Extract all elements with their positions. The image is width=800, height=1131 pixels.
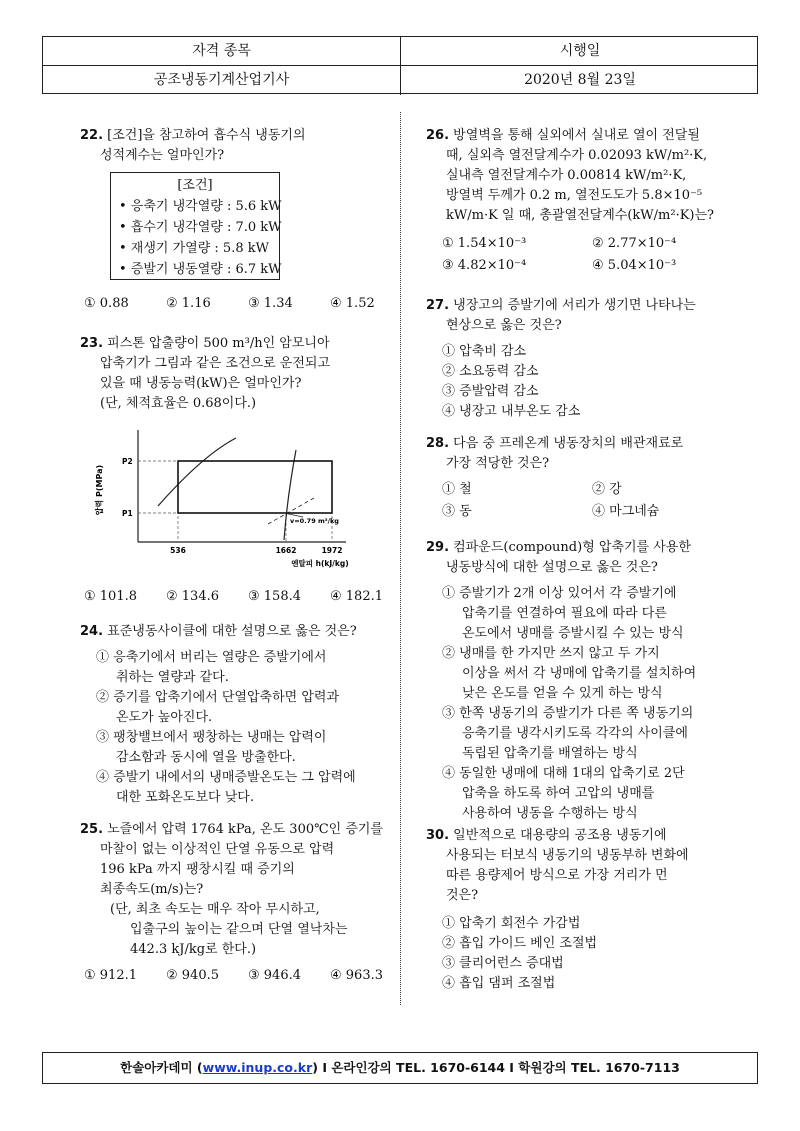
answer-option[interactable]: ① 압축기 회전수 가감법	[442, 916, 581, 931]
answer-choices	[84, 294, 412, 314]
answer-option-cont: 압축을 하도록 하여 고압의 냉매를	[462, 786, 655, 801]
choice[interactable]: ① 1.54×10⁻³	[442, 236, 527, 251]
exam-header-table	[42, 36, 758, 94]
answer-option[interactable]: ③ 증발압력 감소	[442, 384, 539, 399]
answer-option-cont: 온도에서 냉매를 증발시킬 수 있는 방식	[462, 626, 684, 641]
question-text: kW/m·K 일 때, 총괄열전달계수(kW/m²·K)는?	[446, 208, 715, 223]
choice[interactable]: ④ 182.1	[330, 589, 384, 604]
question-text: 따른 용량제어 방식으로 가장 거리가 먼	[446, 868, 668, 883]
question-27	[426, 296, 776, 422]
answer-option[interactable]: ④ 흡입 댐퍼 조절법	[442, 976, 556, 991]
question-note: 442.3 kJ/kg로 한다.)	[130, 942, 257, 957]
condition-item: • 재생기 가열량 : 5.8 kW	[119, 241, 269, 256]
choice[interactable]: ④ 5.04×10⁻³	[592, 258, 677, 273]
answer-option-cont: 압축기를 연결하여 필요에 따라 다른	[462, 606, 667, 621]
answer-option-cont: 독립된 압축기를 배열하는 방식	[462, 746, 638, 761]
footer-academy: 한솔아카데미 (	[120, 1060, 203, 1075]
question-24	[80, 622, 430, 808]
header-row-labels	[43, 37, 757, 66]
answer-choices	[84, 587, 412, 607]
choice[interactable]: ② 2.77×10⁻⁴	[592, 236, 677, 251]
x-tick-label: 1662	[275, 546, 297, 555]
question-text: 실내측 열전달계수가 0.00814 kW/m²·K,	[446, 168, 687, 183]
choice[interactable]: ③ 946.4	[248, 968, 302, 983]
footer-contact: ) I 온라인강의 TEL. 1670-6144 I 학원강의 TEL. 1670-7113	[312, 1060, 680, 1075]
condition-item: • 흡수기 냉각열량 : 7.0 kW	[119, 220, 282, 235]
answer-option[interactable]: ② 소요동력 감소	[442, 364, 539, 379]
question-number: 28.	[426, 436, 450, 451]
condition-item: • 증발기 냉동열량 : 6.7 kW	[119, 262, 282, 277]
question-text: 최종속도(m/s)는?	[100, 882, 204, 897]
answer-option[interactable]: ④ 동일한 냉매에 대해 1대의 압축기로 2단	[442, 766, 685, 781]
question-28	[426, 434, 776, 522]
choice[interactable]: ④ 1.52	[330, 296, 375, 311]
choice[interactable]: ① 101.8	[84, 589, 138, 604]
answer-option[interactable]: ③ 한쪽 냉동기의 증발기가 다른 쪽 냉동기의	[442, 706, 694, 721]
answer-option-cont: 응축기를 냉각시키도록 각각의 사이클에	[462, 726, 688, 741]
answer-option-cont: 취하는 열량과 같다.	[116, 670, 229, 685]
question-number: 22.	[80, 128, 104, 143]
x-tick-label: 1972	[321, 546, 343, 555]
p1-label: P1	[122, 509, 133, 518]
choice[interactable]: ① 0.88	[84, 296, 129, 311]
choice[interactable]: ③ 동	[442, 504, 472, 519]
question-text: 방열벽 두께가 0.2 m, 열전도도가 5.8×10⁻⁵	[446, 188, 703, 203]
question-number: 27.	[426, 298, 450, 313]
header-date-label: 시행일	[559, 43, 601, 59]
question-text: 사용되는 터보식 냉동기의 냉동부하 변화에	[446, 848, 689, 863]
choice[interactable]: ③ 1.34	[248, 296, 293, 311]
choice[interactable]: ① 철	[442, 482, 472, 497]
answer-option[interactable]: ③ 클리어런스 증대법	[442, 956, 564, 971]
question-number: 25.	[80, 822, 104, 837]
choice[interactable]: ② 940.5	[166, 968, 220, 983]
question-22	[80, 126, 430, 311]
answer-option-cont: 온도가 높아진다.	[116, 710, 213, 725]
choice[interactable]: ③ 158.4	[248, 589, 302, 604]
answer-choices	[426, 480, 776, 522]
header-exam-name: 공조냉동기계산업기사	[43, 66, 401, 95]
condition-box	[110, 172, 280, 280]
choice[interactable]: ② 강	[592, 482, 622, 497]
question-text: 냉장고의 증발기에 서리가 생기면 나타나는	[453, 298, 696, 313]
answer-option[interactable]: ① 압축비 감소	[442, 344, 527, 359]
answer-option[interactable]: ③ 팽창밸브에서 팽창하는 냉매는 압력이	[96, 730, 327, 745]
page-footer	[42, 1052, 758, 1084]
question-number: 26.	[426, 128, 450, 143]
question-29	[426, 538, 776, 824]
ph-diagram	[88, 422, 358, 572]
question-text: 성적계수는 얼마인가?	[100, 148, 225, 163]
question-text: 있을 때 냉동능력(kW)은 얼마인가?	[100, 376, 302, 391]
question-text: 노즐에서 압력 1764 kPa, 온도 300℃인 증기를	[107, 822, 384, 837]
saturated-vapor-curve	[284, 450, 296, 540]
choice[interactable]: ② 1.16	[166, 296, 211, 311]
p2-label: P2	[122, 457, 133, 466]
question-30	[426, 826, 776, 994]
x-axis-label: 엔탈피 h(kJ/kg)	[291, 559, 349, 568]
volume-label: v=0.79 m³/kg	[290, 517, 339, 525]
answer-option-cont: 대한 포화온도보다 낮다.	[116, 790, 254, 805]
y-axis-label: 압력 P(MPa)	[95, 464, 104, 516]
condition-title: [조건]	[177, 178, 213, 193]
header-row-values	[43, 66, 757, 95]
question-text: 현상으로 옳은 것은?	[446, 318, 562, 333]
question-text: 마찰이 없는 이상적인 단열 유동으로 압력	[100, 842, 335, 857]
condition-item: • 응축기 냉각열량 : 5.6 kW	[119, 199, 282, 214]
answer-option-cont: 낮은 온도를 얻을 수 있게 하는 방식	[462, 686, 663, 701]
question-note: (단, 최초 속도는 매우 작아 무시하고,	[110, 902, 320, 917]
choice[interactable]: ④ 마그네슘	[592, 504, 660, 519]
question-text: 일반적으로 대용량의 공조용 냉동기에	[453, 828, 667, 843]
question-number: 24.	[80, 624, 104, 639]
question-text: [조건]을 참고하여 흡수식 냉동기의	[107, 128, 306, 143]
question-25	[80, 820, 430, 986]
question-text: 표준냉동사이클에 대한 설명으로 옳은 것은?	[107, 624, 357, 639]
choice[interactable]: ① 912.1	[84, 968, 138, 983]
answer-option[interactable]: ④ 증발기 내에서의 냉매증발온도는 그 압력에	[96, 770, 356, 785]
question-note: (단, 체적효율은 0.68이다.)	[100, 396, 257, 411]
question-23	[80, 334, 430, 604]
question-text: 방열벽을 통해 실외에서 실내로 열이 전달될	[453, 128, 700, 143]
answer-option[interactable]: ② 흡입 가이드 베인 조절법	[442, 936, 598, 951]
answer-option[interactable]: ② 증기를 압축기에서 단열압축하면 압력과	[96, 690, 340, 705]
choice[interactable]: ② 134.6	[166, 589, 220, 604]
answer-option-cont: 사용하여 냉동을 수행하는 방식	[462, 806, 638, 821]
question-text: 가장 적당한 것은?	[446, 456, 550, 471]
header-subject-label: 자격 종목	[43, 37, 401, 66]
question-text: 196 kPa 까지 팽창시킬 때 증기의	[100, 862, 295, 877]
question-text: 것은?	[446, 888, 479, 903]
answer-option[interactable]: ④ 냉장고 내부온도 감소	[442, 404, 581, 419]
choice[interactable]: ④ 963.3	[330, 968, 384, 983]
footer-website-link[interactable]: www.inup.co.kr	[202, 1060, 313, 1075]
header-exam-date: 2020년 8월 23일	[524, 72, 636, 88]
question-26	[426, 126, 776, 276]
saturated-liquid-curve	[158, 438, 236, 506]
question-note: 입출구의 높이는 같으며 단열 열낙차는	[130, 922, 348, 937]
answer-option-cont: 감소함과 동시에 열을 방출한다.	[116, 750, 296, 765]
answer-option[interactable]: ② 냉매를 한 가지만 쓰지 않고 두 가지	[442, 646, 660, 661]
question-number: 29.	[426, 540, 450, 555]
question-number: 30.	[426, 828, 450, 843]
question-text: 냉동방식에 대한 설명으로 옳은 것은?	[446, 560, 658, 575]
question-number: 23.	[80, 336, 104, 351]
refrigeration-cycle	[178, 461, 332, 513]
answer-option[interactable]: ① 증발기가 2개 이상 있어서 각 증발기에	[442, 586, 677, 601]
question-text: 컴파운드(compound)형 압축기를 사용한	[453, 540, 691, 555]
question-text: 때, 실외측 열전달계수가 0.02093 kW/m²·K,	[446, 148, 708, 163]
answer-option-cont: 이상을 써서 각 냉매에 압축기를 설치하여	[462, 666, 697, 681]
question-text: 다음 중 프레온계 냉동장치의 배관재료로	[453, 436, 684, 451]
question-text: 피스톤 압출량이 500 m³/h인 암모니아	[107, 336, 330, 351]
answer-choices	[80, 966, 430, 986]
answer-option[interactable]: ① 응축기에서 버리는 열량은 증발기에서	[96, 650, 327, 665]
answer-choices	[426, 234, 776, 276]
choice[interactable]: ③ 4.82×10⁻⁴	[442, 258, 527, 273]
question-text: 압축기가 그림과 같은 조건으로 운전되고	[100, 356, 331, 371]
x-tick-label: 536	[170, 546, 186, 555]
